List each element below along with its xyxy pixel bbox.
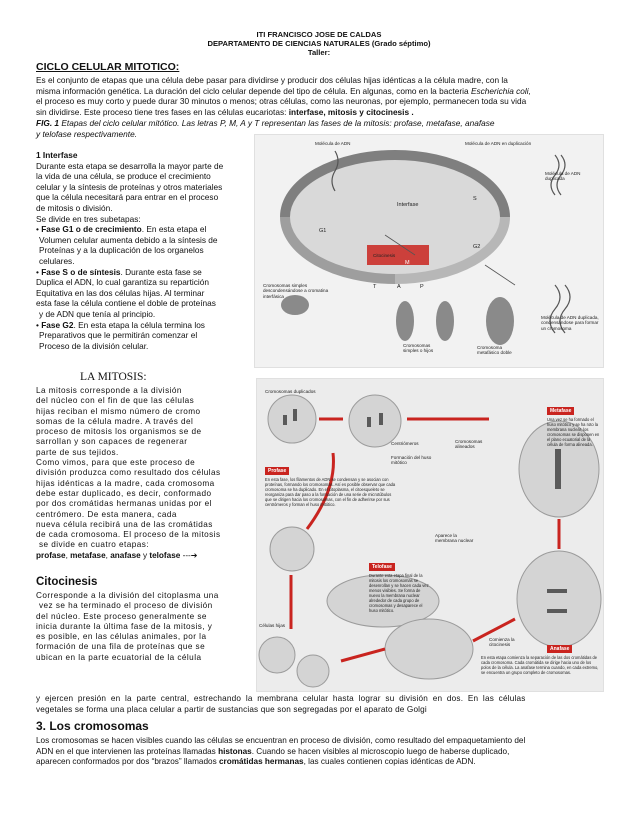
mitosis-title: LA MITOSIS:: [80, 371, 147, 383]
fig-label: FIG. 1: [36, 118, 60, 128]
label-centriomeros: Centriómeros: [391, 441, 419, 446]
label-s: S: [473, 196, 477, 202]
g2-line: Preparativos que le permitirán comenzar el: [39, 330, 198, 341]
cell-cycle-figure: [254, 134, 604, 368]
interfase-line: Se divide en tres subetapas:: [36, 213, 141, 224]
label-adn-dup-cond: Molécula de ADN duplicada, condensándose para formar un cromosoma: [541, 315, 599, 331]
label-adn-dup2: Molécula de ADN duplicada: [545, 171, 581, 182]
citocinesis-line: vez se ha terminado el proceso de división: [39, 601, 213, 611]
label-adn: Molécula de ADN: [315, 141, 351, 146]
telofase-header: Telofase: [369, 563, 395, 571]
g2-bold: Fase G2: [41, 319, 74, 330]
interfase-line: que la célula necesitará para entrar en el proceso: [36, 192, 219, 203]
separator: ,: [65, 550, 71, 560]
label-citocinesis: Citocinesis: [373, 253, 396, 258]
intro-text: misma información genética. La duración del ciclo celular depende del tipo de célula. En algunas, como en la bacteria: [36, 85, 471, 96]
label-simples-hijos: Cromosomas simples o hijos: [403, 343, 434, 354]
phase-anafase: anafase: [110, 550, 141, 560]
interfase-section: [36, 150, 250, 351]
intro-line: el proceso es muy corto y puede durar 30 minutos o menos; otras células, como las neuronas, por ejemplo, permanecen toda su vida: [36, 96, 527, 107]
mitosis-section: [36, 386, 254, 561]
department-name: DEPARTAMENTO DE CIENCIAS NATURALES (Grado séptimo): [207, 39, 431, 48]
cromosomas-text: , las cuales contienen copias idénticas de ADN.: [303, 757, 476, 767]
profase-header: Profase: [265, 467, 289, 475]
taller-label: Taller:: [307, 48, 331, 57]
s-rest: . Durante esta fase se: [120, 266, 202, 277]
s-line: [36, 267, 250, 278]
citocinesis-line: inicia durante la última fase de la mitosis, y: [36, 621, 213, 631]
label-a: A: [397, 284, 401, 290]
g1-rest: . En esta etapa el: [141, 224, 207, 235]
profase-text: En esta fase, los filamentos de ADN se condensan y se asocian con proteínas, formando los cromosomas. Así es posible observar que cada cromosoma se ha duplicado. En el citoplasma, el citoesqueleto se reorganiza para dar paso a la formación de una serie de microtúbulos que se dirigen hacia los cromosomas, con el fin de adherirse por sus centrómeros y forman el huso mitótico.: [265, 477, 396, 507]
g1-line: celulares.: [39, 255, 75, 266]
interfase-line: celular y la síntesis de proteínas y otros materiales: [36, 181, 223, 192]
mitosis-line: se divide en cuatro etapas:: [39, 540, 150, 550]
bullet: •: [36, 224, 42, 235]
label-metafasico: Cromosoma metafásico doble: [477, 345, 512, 356]
mitosis-line: hijas reciban el mismo número de cromo: [36, 406, 201, 416]
interfase-line: de mitosis o división.: [36, 202, 113, 213]
mitosis-line: debe estar duplicado, es decir, conformado: [36, 488, 212, 498]
metafase-text: Una vez se ha formado el huso mitótico y se ha roto la membrana nuclear, los cromosomas se disponen en el plano ecuatorial de la célula de forma alineada.: [547, 417, 600, 447]
interfase-line: la vida de una célula, se produce el crecimiento: [36, 171, 211, 182]
label-celulas-hijas: Células hijas: [259, 623, 286, 628]
label-adn-dup: Molécula de ADN en duplicación: [465, 141, 532, 146]
citocinesis-section: [36, 591, 254, 663]
mitosis-line: división produzca como resultado dos células: [36, 468, 221, 478]
mitosis-line: del núcleo con el fin de que las células: [36, 396, 195, 406]
cromosomas-text: aparecen conformados por dos “brazos” llamados: [36, 757, 219, 767]
phase-profase: profase: [36, 550, 66, 560]
telofase-text: Durante esta etapa final de la mitosis los cromosomas se desenrollan y se hacen cada vez menos visibles. Se forma de nuevo la membrana nuclear alrededor de cada grupo de cromosomas y desaparece el huso mitótico.: [369, 573, 429, 613]
mitosis-line: hijas idénticas a la madre, cada cromosoma: [36, 478, 215, 488]
s-line: y de ADN que tenía al principio.: [39, 308, 156, 319]
cromosomas-section: [36, 736, 616, 768]
mitosis-line: centrómero. De esta manera, cada: [36, 509, 177, 519]
s-line: Duplica el ADN, lo cual garantiza su repartición: [36, 277, 209, 288]
citocinesis-full-line: vegetales se forma una placa celular a partir de sustancias que son segregadas por el aparato de Golgi: [36, 705, 427, 714]
g2-line: Proceso de la división celular.: [39, 340, 149, 351]
label-cromosomas-alineados: Cromosomas alineados: [455, 439, 483, 450]
mitosis-line: por dos cromátidas hermanas unidas por el: [36, 499, 212, 509]
intro-line: [36, 86, 636, 97]
fig-caption-text: Etapas del ciclo celular mitótico. Las letras P, M, A y T representan las fases de la mitosis: profase, metafase, anafase: [59, 118, 495, 128]
mitosis-line: de cada cromosoma. El proceso de la mitosis: [36, 530, 221, 540]
citocinesis-full-line: y ejercen presión en la parte central, estrechando la membrana celular hasta lograr su división en dos. En las células: [36, 694, 526, 703]
label-cromosomas-simples: Cromosomas simples descondensándose a cromatina interfásica: [263, 283, 329, 299]
intro-line: Es el conjunto de etapas que una célula debe pasar para dividirse y producir dos células hijas idénticas a la célula madre, con la: [36, 75, 508, 85]
mitosis-line: somas de la célula madre. A través del: [36, 416, 194, 426]
separator: y: [140, 550, 150, 560]
g1-line: Volumen celular aumenta debido a la síntesis de: [39, 234, 218, 245]
separator: ,: [105, 550, 111, 560]
cromatidas-bold: cromátidas hermanas: [218, 757, 304, 767]
histonas-bold: histonas: [218, 746, 252, 756]
citocinesis-line: del núcleo. Este proceso generalmente se: [36, 611, 207, 621]
s-bold: Fase S o de síntesis: [41, 266, 121, 277]
mitosis-line: parte de sus tejidos.: [36, 447, 119, 457]
cromosomas-text: ADN en el que intervienen las proteínas llamadas: [36, 746, 219, 756]
phase-metafase: metafase: [70, 550, 106, 560]
cell-cycle-diagram: [255, 135, 603, 367]
citocinesis-line: Corresponde a la división del citoplasma una: [36, 591, 219, 600]
intro-line: [36, 107, 636, 118]
cycle-intro: [36, 75, 636, 117]
mitosis-line: nueva célula recibirá una de las cromátidas: [36, 519, 213, 529]
citocinesis-line: ubican en la parte ecuatorial de la célula: [36, 652, 202, 662]
cromosomas-line: [36, 757, 616, 768]
g2-rest: . En esta etapa la célula termina los: [73, 319, 205, 330]
label-cromosomas-duplicados: Cromosomas duplicados: [265, 389, 316, 394]
label-t: T: [373, 284, 377, 290]
mitosis-line: sarrollan y son capaces de regenerar: [36, 437, 188, 447]
arrow-right-icon: ---➔: [180, 550, 198, 560]
mitosis-figure: [256, 378, 604, 692]
citocinesis-title: Citocinesis: [36, 576, 98, 588]
metafase-header: Metafase: [547, 407, 574, 415]
mitosis-line: proceso de mitosis los organismos se de: [36, 427, 202, 437]
bullet: •: [36, 266, 42, 277]
anafase-text: En esta etapa comienza la separación de las dos cromátidas de cada cromosoma. Cada cromátida se dirige hacia uno de los polos de la célula. La anafase termina cuando, en cada extremo, se encuentra un grupo completo de cromosomas.: [481, 655, 599, 675]
label-p: P: [420, 284, 424, 290]
s-line: esta fase la célula contiene el doble de proteínas: [36, 298, 216, 309]
g1-line: [36, 224, 250, 235]
g2-line: [36, 320, 250, 331]
label-g2: G2: [473, 244, 481, 250]
label-aparece: Aparece la membrana nuclear: [435, 533, 474, 544]
g1-bold: Fase G1 o de crecimiento: [41, 224, 142, 235]
mitosis-phases: [36, 551, 254, 561]
phases-bold: interfase, mitosis y citocinesis .: [288, 106, 414, 117]
fig-caption-text: y telofase respectivamente.: [36, 128, 137, 139]
mitosis-line: La mitosis corresponde a la división: [36, 386, 182, 395]
mitosis-line: Como vimos, para que este proceso de: [36, 458, 196, 468]
label-interfase: Interfase: [397, 202, 419, 208]
s-line: Equitativa en las dos células hijas. Al terminar: [36, 287, 205, 298]
interfase-title: 1 Interfase: [36, 150, 78, 160]
label-huso: Formación del huso mitótico: [391, 455, 432, 466]
school-name: ITI FRANCISCO JOSE DE CALDAS: [256, 30, 382, 39]
bacteria-name: Escherichia coli,: [470, 85, 531, 96]
interfase-line: Durante esta etapa se desarrolla la mayor parte de: [36, 160, 224, 171]
citocinesis-line: formación de una fila de proteínas que se: [36, 642, 206, 652]
phase-telofase: telofase: [149, 550, 181, 560]
citocinesis-line: es posible, en las células animales, por la: [36, 632, 207, 642]
cromosomas-line: Los cromosomas se hacen visibles cuando las células se encuentran en proceso de división, como resultado del empaquetamiento del: [36, 736, 526, 745]
cromosomas-line: [36, 747, 616, 758]
label-m: M: [405, 260, 410, 266]
bullet: •: [36, 319, 42, 330]
intro-text: sin dividirse. Este proceso tiene tres fases en las células eucariotas:: [36, 106, 289, 117]
label-comienza: Comienza la citocinesis: [489, 637, 515, 648]
cromosomas-text: . Cuando se hacen visibles al microscopio luego de haberse duplicado,: [251, 746, 510, 756]
label-g1: G1: [319, 228, 327, 234]
g1-line: Proteínas y a la duplicación de los organelos: [39, 245, 204, 256]
anafase-header: Anafase: [547, 645, 572, 653]
cycle-title: CICLO CELULAR MITOTICO:: [36, 61, 180, 73]
cromosomas-title: 3. Los cromosomas: [36, 719, 149, 733]
